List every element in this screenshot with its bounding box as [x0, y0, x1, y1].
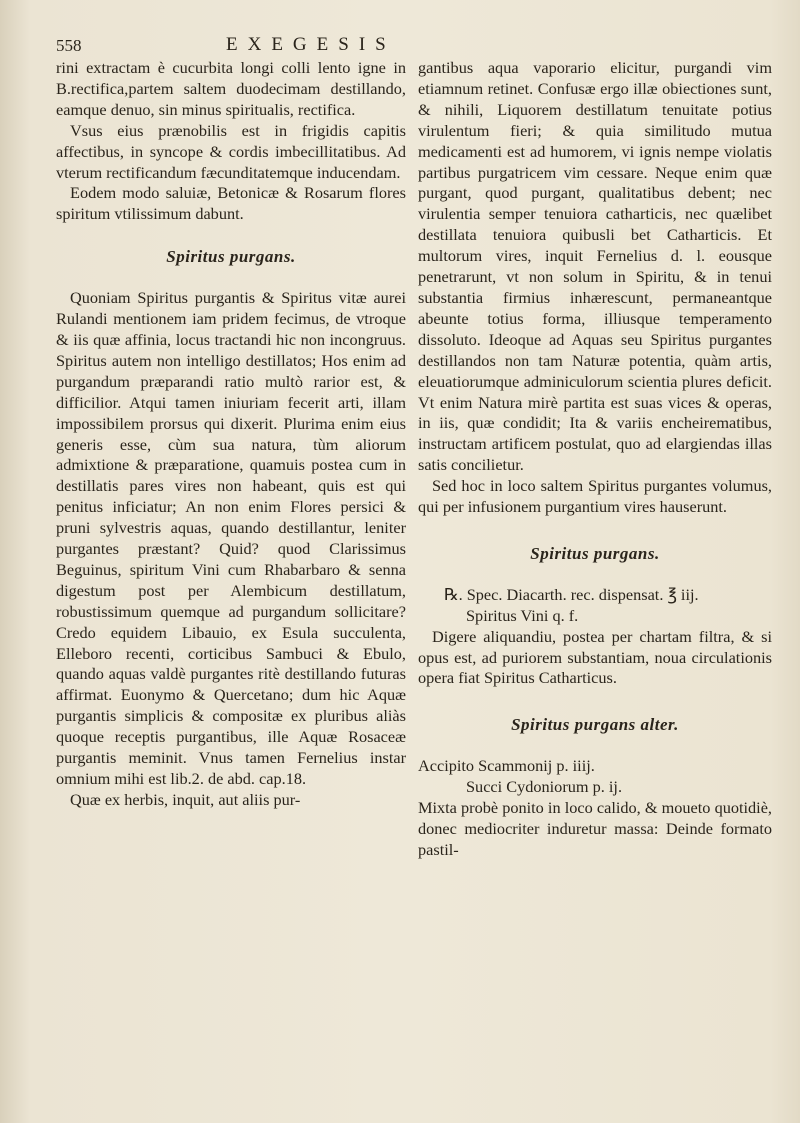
paragraph: Quæ ex herbis, inquit, aut aliis pur- [70, 789, 301, 809]
section-heading: Spiritus purgans. [166, 247, 296, 267]
paragraph: Digere aliquandiu, postea per chartam filtra, & si opus est, ad puriorem substantiam, noua circulationis opera fiat Spiritus Catharticus. [418, 626, 772, 688]
section-heading: Spiritus purgans. [530, 543, 660, 563]
paragraph: Mixta probè ponito in loco calido, & moueto quotidiè, donec mediocriter induretur massa: Deinde formato pastil- [418, 798, 772, 859]
recipe-line: ℞. Spec. Diacarth. rec. dispensat. ℥ iij. [444, 584, 699, 604]
paragraph: rini extractam è cucurbita longi colli lento igne in B.rectifica,partem saltem duodecimam destillando, eamque denuo, sin minus spiritualis, rectifica. [56, 58, 406, 119]
paragraph: Eodem modo saluiæ, Betonicæ & Rosarum flores spiritum vtilissimum dabunt. [56, 183, 406, 224]
recipe-line: Spiritus Vini q. f. [466, 605, 579, 625]
recipe-line: Succi Cydoniorum p. ij. [466, 777, 623, 797]
page-number: 558 [56, 36, 82, 55]
recipe-line: Accipito Scammonij p. iiij. [418, 756, 595, 776]
paragraph: Sed hoc in loco saltem Spiritus purgantes volumus, qui per infusionem purgantium vires hauserunt. [418, 476, 772, 517]
paragraph: gantibus aqua vaporario elicitur, purgandi vim etiamnum retinet. Confusæ ergo illæ obiectiones sunt, & nihili, Liquorem destillatum tenuitate potius virulentum fieri; & quia similitudo mutua medicamenti est ad humorem, vi ignis nempe violatis partibus purgatricem vim cessare. Neque enim quæ purgant, quod purgant, qualitatibus debent; nec virulentia semper tenuiora catharticis, nec quælibet destillata tenuiora quibusli bet Catharticis. Et multorum vires, inquit Fernelius d. l. eousque penetrarunt, vt non solum in Spiritu, & in tenui substantia firmius inhærescunt, permaneantque abeunte totius forma, illiusque temperamento dissoluto. Ideoque ad Aquas seu Spiritus purgantes destillandos non tam Naturæ potentia, quàm artis, eleuatiorumque adminiculorum scientia plures deficit. Vt enim Natura mirè partita est suas vices & operas, in iis, quæ condidit; Ita & variis encheirematibus, instructam artificem postulat, quo ad elargiendas illas satis concilietur. [418, 58, 772, 475]
right-column [418, 58, 772, 861]
left-column [56, 58, 406, 811]
paragraph: Quoniam Spiritus purgantis & Spiritus vitæ aurei Rulandi mentionem iam pridem fecimus, de vtroque & iis quæ affinia, locus tractandi hic non incongruus. Spiritus autem non intelligo destillatos; Hos enim ad purgandum præparandi ratio multò rarior est, & difficilior. Atqui tamen iniuriam fecerit arti, illam impossibilem prorsus qui dixerit. Plurima enim eius generis esse, cùm sua natura, tùm aliorum admixtione & præparatione, quamuis postea cum in destillatis pares vires non habeant, quis est qui penitus inficiatur; An non enim Flores persici & pruni sylvestris aquas, quando destillantur, leniter purgantes præstant? Quid? quod Clarissimus Beguinus, spiritum Vini cum Rhabarbaro & senna digestum post per Alembicum destillatum, robustissimum quemque ad purgandum sollicitare? Credo equidem Libauio, ex Esula succulenta, Elleboro recenti, corticibus Sambuci & Ebulo, quando aquas valdè purgantes ritè destillando futuras affirmat. Euonymo & Quercetano; dum hic Aquæ purgantis simplicis & compositæ ex pluribus aliàs quoque receptis purgantibus, ille Aquæ Rosaceæ purgantis meminit. Vnus tamen Fernelius instar omnium mihi est lib.2. de abd. cap.18. [56, 288, 406, 788]
running-head: EXEGESIS [226, 34, 396, 55]
paragraph: Vsus eius prænobilis est in frigidis capitis affectibus, in syncope & cordis imbecillitatibus. Ad vterum rectificandum fæcunditatemque inducendam. [56, 120, 406, 182]
section-heading: Spiritus purgans alter. [511, 715, 679, 735]
